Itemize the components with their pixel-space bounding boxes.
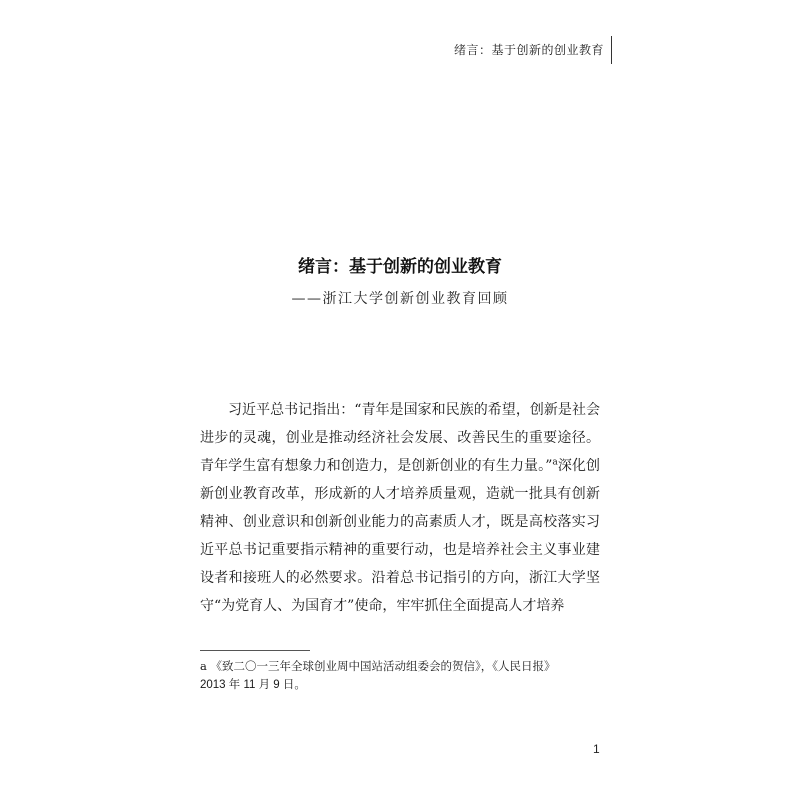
footnote-date: 2013 年 11 月 9 日。 bbox=[200, 679, 306, 691]
body-paragraph bbox=[200, 396, 600, 620]
footnote-marker: a bbox=[200, 659, 207, 673]
running-head-divider bbox=[611, 36, 612, 64]
footnote-separator bbox=[200, 650, 310, 651]
chapter-subtitle: ——浙江大学创新创业教育回顾 bbox=[291, 291, 509, 307]
body-text-before-note: 习近平总书记指出：“青年是国家和民族的希望，创新是社会进步的灵魂，创业是推动经济社会发展、改善民生的重要途径。青年学生富有想象力和创造力，是创新创业的有生力量。” bbox=[200, 402, 600, 474]
footnote-reference[interactable]: a bbox=[552, 457, 558, 468]
footnote-text: 《致二〇一三年全球创业周中国站活动组委会的贺信》，《人民日报》 bbox=[210, 659, 556, 673]
body-text-after-note: 深化创新创业教育改革，形成新的人才培养质量观，造就一批具有创新精神、创业意识和创新创业能力的高素质人才，既是高校落实习近平总书记重要指示精神的重要行动，也是培养社会主义事业建设者和接班人的必然要求。沿着总书记指引的方向，浙江大学坚守“为党育人、为国育才”使命，牢牢抓住全面提高人才培养 bbox=[200, 458, 601, 614]
running-head: 绪言：基于创新的创业教育 bbox=[453, 43, 604, 57]
footnote bbox=[200, 657, 600, 694]
chapter-title: 绪言：基于创新的创业教育 bbox=[298, 257, 502, 277]
page-number: 1 bbox=[593, 742, 600, 756]
